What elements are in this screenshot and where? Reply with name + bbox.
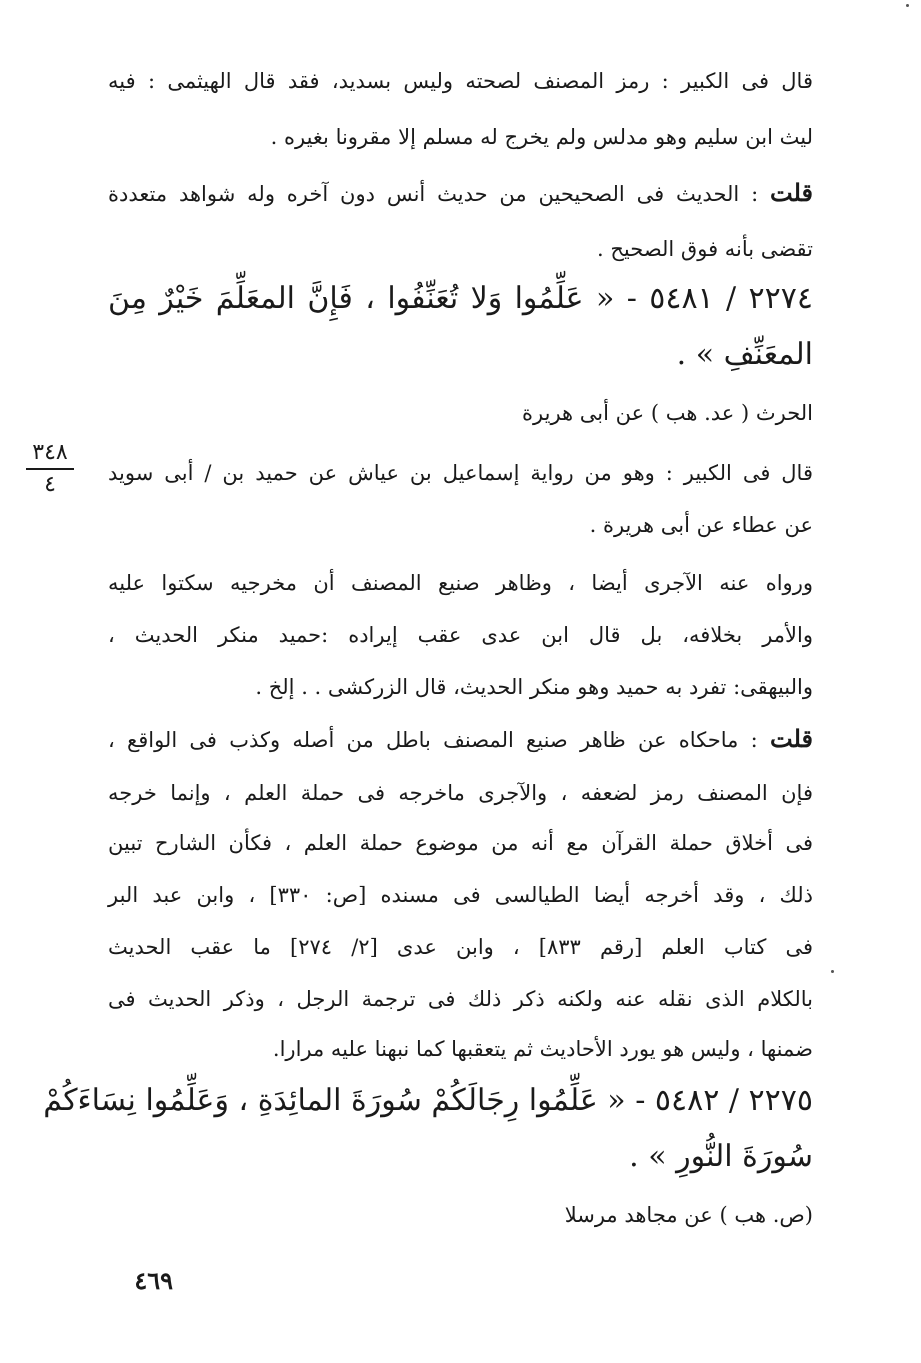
hadith-source: الحرث ( عد. هب ) عن أبى هريرة [522, 401, 813, 425]
hadith-line [43, 1080, 813, 1122]
commentary-line [108, 178, 813, 209]
commentary-text: : ماحكاه عن ظاهر صنيع المصنف باطل من أصله وكذب فى الواقع ، [108, 728, 758, 752]
commentary-line: والبيهقى: تفرد به حميد وهو منكر الحديث، قال الزركشى . . إلخ . [255, 675, 813, 699]
page-number: ٤٦٩ [134, 1266, 173, 1295]
commentary-line: فى كتاب العلم [رقم ٨٣٣] ، وابن عدى [٢/ ٢٧٤] ما عقب الحديث [108, 935, 813, 959]
commentary-line: ضمنها ، وليس هو يورد الأحاديث ثم يتعقبها كما نبهنا عليه مرارا. [272, 1037, 813, 1061]
qultu-label: قلت [770, 724, 813, 753]
commentary-text: : الحديث فى الصحيحين من حديث أنس دون آخره وله شواهد متعددة [108, 182, 759, 206]
commentary-line: ذلك ، وقد أخرجه أيضا الطيالسى فى مسنده [ص: ٣٣٠] ، وابن عبد البر [108, 883, 813, 907]
hadith-line: سُورَةَ النُّورِ » . [629, 1139, 813, 1174]
margin-folio-note [22, 440, 78, 498]
commentary-line [108, 724, 813, 755]
hadith-line [108, 278, 813, 320]
commentary-line: والأمر بخلافه، بل قال ابن عدى عقب إيراده :حميد منكر الحديث ، [108, 623, 813, 647]
commentary-line: تقضى بأنه فوق الصحيح . [597, 237, 813, 261]
scan-speck [906, 4, 909, 7]
commentary-line: ورواه عنه الآجرى أيضا ، وظاهر صنيع المصنف أن مخرجيه سكتوا عليه [108, 571, 813, 595]
margin-note-top: ٣٤٨ [32, 440, 68, 465]
hadith-source: (ص. هب ) عن مجاهد مرسلا [564, 1203, 813, 1227]
commentary-line: عن عطاء عن أبى هريرة . [589, 513, 813, 537]
margin-note-bottom: ٤ [44, 472, 56, 497]
hadith-line: المعَنِّفِ » . [676, 337, 813, 372]
hadith-number: ٢٢٧٥ / ٥٤٨٢ - [635, 1083, 813, 1118]
hadith-text: « عَلِّمُوا رِجَالَكُمْ سُورَةَ المائِدَةِ ، وَعَلِّمُوا نِسَاءَكُمْ [43, 1083, 626, 1118]
scan-speck [831, 970, 834, 973]
margin-note-divider [26, 468, 74, 470]
hadith-text: « عَلِّمُوا وَلا تُعَنِّفُوا ، فَإِنَّ المعَلِّمَ خَيْرٌ مِنَ [108, 281, 615, 316]
hadith-number: ٢٢٧٤ / ٥٤٨١ - [626, 281, 813, 316]
commentary-line: بالكلام الذى نقله عنه ولكنه ذكر ذلك فى ترجمة الرجل ، وذكر الحديث فى [108, 987, 813, 1011]
commentary-line: قال فى الكبير : وهو من رواية إسماعيل بن عياش عن حميد بن / أبى سويد [108, 461, 813, 485]
commentary-line: ليث ابن سليم وهو مدلس ولم يخرج له مسلم إلا مقرونا بغيره . [270, 125, 813, 149]
commentary-line: قال فى الكبير : رمز المصنف لصحته وليس بسديد، فقد قال الهيثمى : فيه [108, 69, 813, 93]
qultu-label: قلت [770, 178, 814, 207]
commentary-line: فى أخلاق حملة القرآن مع أنه من موضوع حملة العلم ، فكأن الشارح تبين [108, 831, 813, 855]
commentary-line: فإن المصنف رمز لضعفه ، والآجرى ماخرجه فى حملة العلم ، وإنما خرجه [108, 781, 813, 805]
